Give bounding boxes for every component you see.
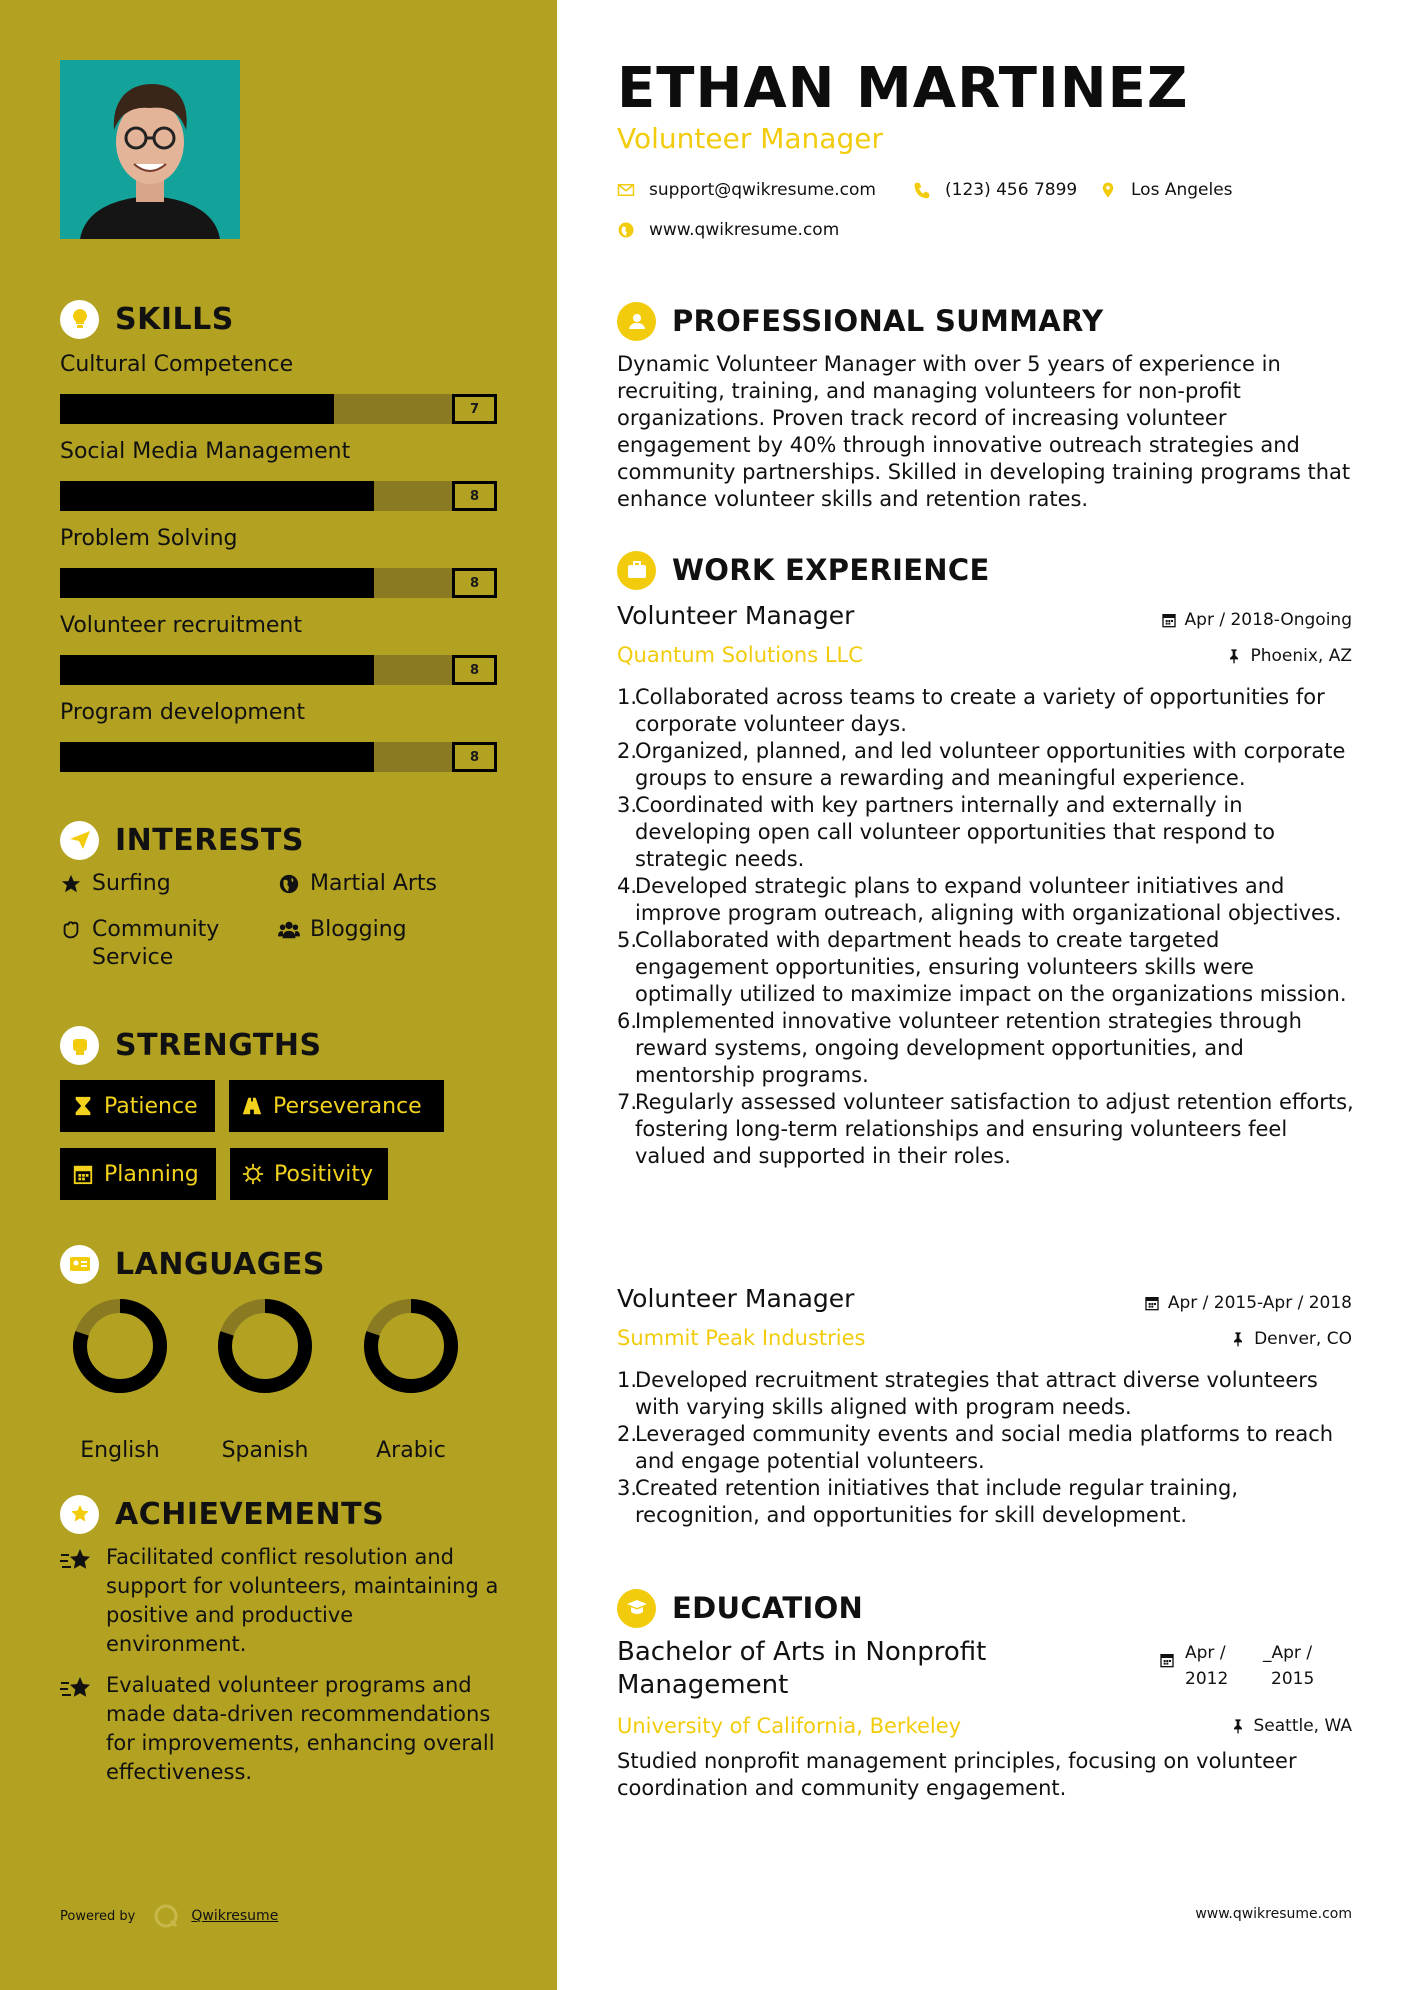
list-item: 5. Collaborated with department heads to create targeted engagement opportunities, ensuring volunteers skills were optimally utilized to maximize impact on the organizations mission. <box>617 928 1347 1006</box>
interest-item <box>60 916 250 972</box>
skill-item <box>60 526 497 598</box>
job-location-text: Phoenix, AZ <box>1250 646 1352 666</box>
skill-bar-fill <box>60 568 374 598</box>
powered-by-label: Powered by <box>60 1908 136 1924</box>
start-year: 2012 <box>1185 1669 1229 1689</box>
skill-label: Volunteer recruitment <box>60 613 302 638</box>
language-label: English <box>80 1438 160 1463</box>
main-content <box>557 0 1407 1990</box>
list-item: 3. Created retention initiatives that include regular training, recognition, and opportunities for skill development. <box>617 1476 1239 1527</box>
interests-title: INTERESTS <box>115 822 304 858</box>
list-item: 2. Organized, planned, and led volunteer opportunities with corporate groups to ensure a rewarding and meaningful experience. <box>617 739 1346 790</box>
skill-bar-fill <box>60 655 374 685</box>
end-year: 2015 <box>1271 1669 1315 1689</box>
summary-title: PROFESSIONAL SUMMARY <box>672 304 1104 338</box>
interest-label: Surfing <box>92 871 171 896</box>
experience-title: WORK EXPERIENCE <box>672 553 990 587</box>
website-text[interactable]: www.qwikresume.com <box>649 220 840 240</box>
achievement-item <box>60 1543 500 1659</box>
lightbulb-icon <box>60 300 99 339</box>
email-text[interactable]: support@qwikresume.com <box>649 180 876 200</box>
skill-bar <box>60 655 497 685</box>
graduate-icon <box>617 1589 656 1628</box>
list-item: 3. Coordinated with key partners internally and externally in developing open call volunteer opportunities that respond to strategic needs. <box>617 793 1275 871</box>
achievement-text: Evaluated volunteer programs and made data-driven recommendations for improvements, enhancing overall effectiveness. <box>106 1673 495 1784</box>
strength-label: Positivity <box>274 1161 374 1187</box>
skill-bar-fill <box>60 742 374 772</box>
strength-label: Planning <box>104 1161 199 1187</box>
envelope-icon <box>617 181 635 199</box>
list-item: 1. Developed recruitment strategies that attract diverse volunteers with varying skills aligned with program needs. <box>617 1368 1318 1419</box>
languages-heading <box>60 1243 325 1285</box>
contact-location <box>1099 180 1233 200</box>
phone-text: (123) 456 7899 <box>945 180 1078 200</box>
end-month: _Apr / <box>1263 1643 1313 1663</box>
job-location-text: Denver, CO <box>1254 1329 1352 1349</box>
footer-url[interactable]: www.qwikresume.com <box>1195 1906 1352 1922</box>
skill-bar <box>60 568 497 598</box>
sidebar <box>0 0 557 1990</box>
strengths-heading <box>60 1024 322 1066</box>
interest-item <box>60 870 171 898</box>
hand-icon <box>60 919 82 941</box>
job-dates <box>1144 1293 1352 1313</box>
paper-plane-icon <box>60 821 99 860</box>
language-ring <box>215 1296 315 1396</box>
list-item: 2. Leveraged community events and social media platforms to reach and engage potential volunteers. <box>617 1422 1334 1473</box>
education-description: Studied nonprofit management principles, focusing on volunteer coordination and community engagement. <box>617 1749 1297 1800</box>
achievements-title: ACHIEVEMENTS <box>115 1496 385 1532</box>
job-company: Quantum Solutions LLC <box>617 643 863 667</box>
skill-bar <box>60 742 497 772</box>
profile-photo <box>60 60 240 239</box>
degree-title: Bachelor of Arts in Nonprofit Management <box>617 1637 987 1700</box>
strength-badge <box>229 1080 444 1132</box>
skill-label: Program development <box>60 700 305 725</box>
calendar-icon <box>1144 1295 1160 1311</box>
summary-text: Dynamic Volunteer Manager with over 5 years of experience in recruiting, training, and managing volunteers for non-profit organizations. Proven track record of increasing volunteer engagement by 40% through innovative outreach strategies and community partnerships. Skilled in developing training programs that enhance volunteer skills and retention rates. <box>617 352 1351 511</box>
job-location <box>1226 646 1352 666</box>
job-bullets <box>617 684 1357 1170</box>
qwikresume-logo-icon <box>153 1903 179 1929</box>
calendar-icon <box>72 1163 94 1185</box>
start-month: Apr / <box>1185 1643 1226 1663</box>
job-dates <box>1161 610 1352 630</box>
interest-label: Martial Arts <box>310 871 438 896</box>
job-dates-text: Apr / 2018-Ongoing <box>1184 610 1352 630</box>
achievement-text: Facilitated conflict resolution and support for volunteers, maintaining a positive and productive environment. <box>106 1545 499 1656</box>
interest-item <box>278 916 407 944</box>
language-ring <box>361 1296 461 1396</box>
contact-phone <box>913 180 1077 200</box>
qwikresume-link[interactable]: Qwikresume <box>191 1908 279 1924</box>
language-item <box>356 1296 466 1463</box>
achievements-heading <box>60 1493 384 1535</box>
contact-website <box>617 220 839 240</box>
calendar-icon <box>1161 612 1177 628</box>
education-title: EDUCATION <box>672 1591 864 1625</box>
school-name: University of California, Berkeley <box>617 1714 962 1738</box>
job-dates-text: Apr / 2015-Apr / 2018 <box>1167 1293 1352 1313</box>
skill-item <box>60 700 497 772</box>
globe-icon <box>617 221 635 239</box>
fist-icon <box>60 1026 99 1065</box>
skill-label: Problem Solving <box>60 526 238 551</box>
job-title: Volunteer Manager <box>617 601 855 630</box>
skills-heading <box>60 298 234 340</box>
skill-level: 8 <box>452 568 497 598</box>
education-dates <box>1159 1640 1314 1692</box>
education-heading <box>617 1587 863 1629</box>
skill-level: 7 <box>452 394 497 424</box>
skill-bar-fill <box>60 481 374 511</box>
language-ring <box>70 1296 170 1396</box>
achievement-item <box>60 1671 500 1787</box>
interest-label: Blogging <box>310 917 407 942</box>
list-item: 1. Collaborated across teams to create a variety of opportunities for corporate volunteer days. <box>617 685 1325 736</box>
globe-icon <box>278 873 300 895</box>
pushpin-icon <box>1230 1331 1246 1347</box>
strength-badge <box>60 1148 216 1200</box>
education-location <box>1230 1716 1353 1736</box>
shooting-star-icon <box>60 1675 92 1703</box>
skills-title: SKILLS <box>115 301 234 337</box>
language-item <box>65 1296 175 1463</box>
shooting-star-icon <box>60 1547 92 1575</box>
strength-badge <box>60 1080 215 1132</box>
interests-heading <box>60 819 304 861</box>
map-pin-icon <box>1099 181 1117 199</box>
road-icon <box>241 1095 263 1117</box>
language-label: Spanish <box>221 1438 309 1463</box>
list-item: 6. Implemented innovative volunteer retention strategies through reward systems, ongoing development opportunities, and mentorship programs. <box>617 1009 1302 1087</box>
strength-badge <box>230 1148 388 1200</box>
star-badge-icon <box>60 1495 99 1534</box>
skill-level: 8 <box>452 481 497 511</box>
list-item: 7. Regularly assessed volunteer satisfaction to adjust retention efforts, fostering long-term relationships and ensuring volunteers feel valued and supported in their roles. <box>617 1090 1354 1168</box>
candidate-name: ETHAN MARTINEZ <box>617 56 1189 121</box>
skill-item <box>60 439 497 511</box>
job-bullets <box>617 1367 1357 1529</box>
interest-item <box>278 870 437 898</box>
interest-label: Community Service <box>92 917 220 970</box>
strengths-title: STRENGTHS <box>115 1027 322 1063</box>
skill-label: Social Media Management <box>60 439 351 464</box>
list-item: 4. Developed strategic plans to expand volunteer initiatives and improve program outreach, aligning with organizational objectives. <box>617 874 1342 925</box>
calendar-icon <box>1159 1652 1175 1668</box>
star-icon <box>60 873 82 895</box>
skill-bar-fill <box>60 394 334 424</box>
users-icon <box>278 919 300 941</box>
language-item <box>210 1296 320 1463</box>
powered-by <box>60 1903 278 1929</box>
pushpin-icon <box>1226 648 1242 664</box>
language-label: Arabic <box>376 1438 446 1463</box>
summary-heading <box>617 300 1103 342</box>
strength-label: Patience <box>104 1093 198 1119</box>
skill-level: 8 <box>452 655 497 685</box>
skill-level: 8 <box>452 742 497 772</box>
skill-bar <box>60 481 497 511</box>
location-text: Los Angeles <box>1131 180 1233 200</box>
skill-item <box>60 352 497 424</box>
pushpin-icon <box>1230 1718 1246 1734</box>
briefcase-icon <box>617 551 656 590</box>
user-icon <box>617 302 656 341</box>
sun-icon <box>242 1163 264 1185</box>
skill-item <box>60 613 497 685</box>
strength-label: Perseverance <box>273 1093 422 1119</box>
job-company: Summit Peak Industries <box>617 1326 866 1350</box>
experience-heading <box>617 549 990 591</box>
job-title: Volunteer Manager <box>617 1284 855 1313</box>
id-card-icon <box>60 1245 99 1284</box>
job-location <box>1230 1329 1352 1349</box>
skill-bar <box>60 394 497 424</box>
skill-label: Cultural Competence <box>60 352 294 377</box>
education-location-text: Seattle, WA <box>1253 1716 1352 1736</box>
candidate-role: Volunteer Manager <box>617 122 883 155</box>
languages-title: LANGUAGES <box>115 1246 325 1282</box>
hourglass-icon <box>72 1095 94 1117</box>
phone-icon <box>913 181 931 199</box>
contact-email <box>617 180 876 200</box>
